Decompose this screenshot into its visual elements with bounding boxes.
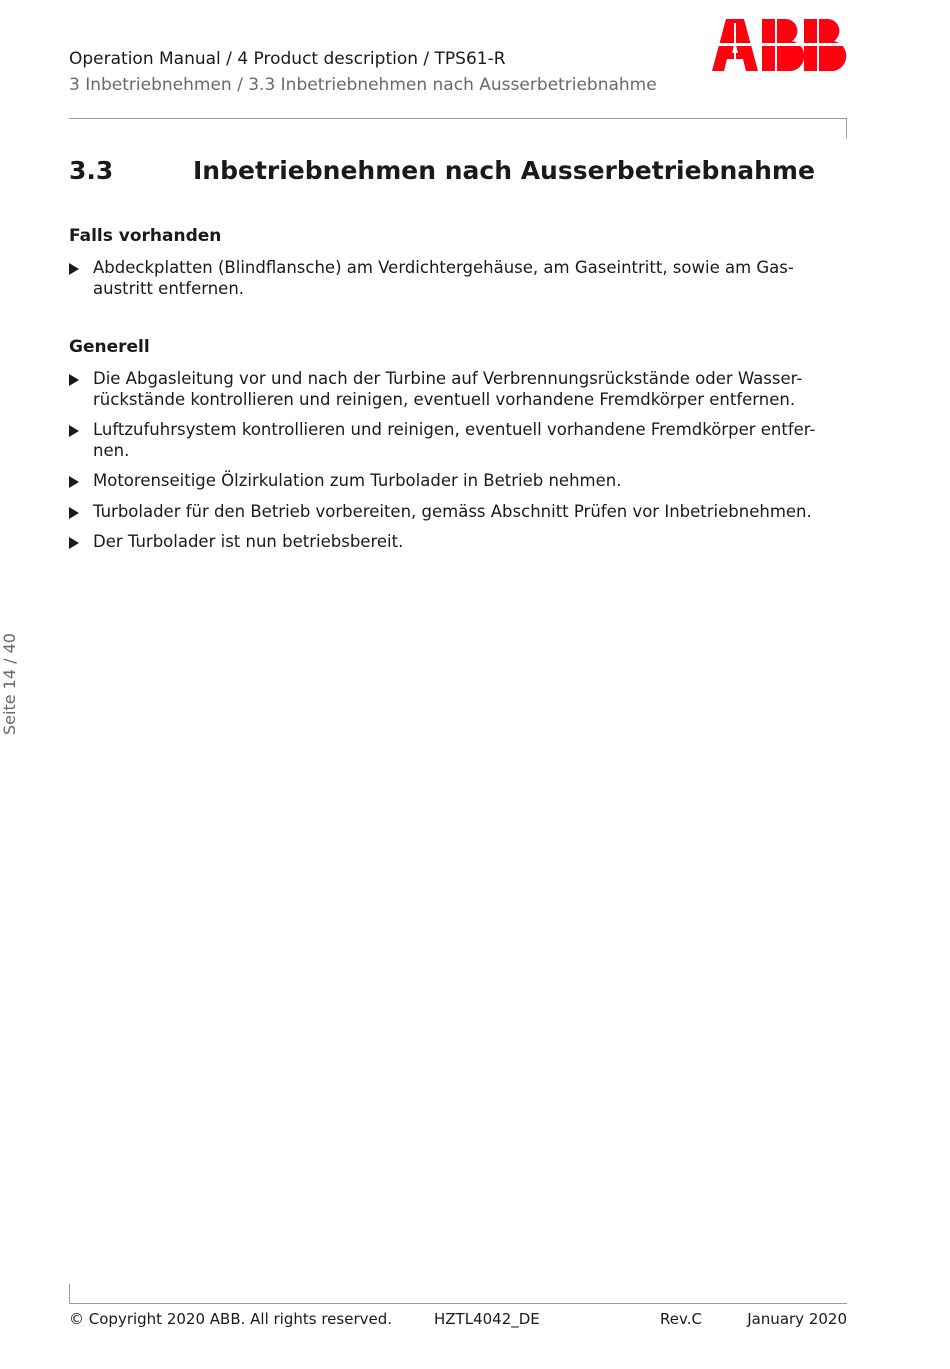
list-item-text: Der Turbolader ist nun betriebsbereit. <box>93 532 404 551</box>
list-item-text: Luftzufuhrsystem kontrollieren und reinigen, eventuell vorhandene Fremdkörper entfer-nen. <box>93 420 816 460</box>
list-item-text: Abdeckplatten (Blindflansche) am Verdichtergehäuse, am Gaseintritt, sowie am Gas-austritt entfernen. <box>93 258 794 298</box>
triangle-right-icon <box>69 263 79 275</box>
footer-revision: Rev.C <box>660 1310 702 1328</box>
abb-logo <box>712 19 848 71</box>
page-title: Inbetriebnehmen nach Ausserbetriebnahme <box>193 156 815 185</box>
footer-rule <box>69 1303 847 1304</box>
section-number: 3.3 <box>69 156 114 185</box>
triangle-right-icon <box>69 537 79 549</box>
list-item <box>69 420 829 461</box>
triangle-right-icon <box>69 476 79 488</box>
footer-date: January 2020 <box>747 1310 847 1328</box>
section-generell <box>69 337 829 563</box>
triangle-right-icon <box>69 507 79 519</box>
triangle-right-icon <box>69 374 79 386</box>
footer-doc-id: HZTL4042_DE <box>434 1310 540 1328</box>
bullet-list <box>69 258 829 299</box>
header-rule-tick <box>846 118 847 138</box>
list-item <box>69 471 829 492</box>
section-title: Falls vorhanden <box>69 226 222 246</box>
list-item <box>69 502 829 523</box>
triangle-right-icon <box>69 425 79 437</box>
bullet-list <box>69 369 829 553</box>
header-rule <box>69 118 847 119</box>
list-item-text: Motorenseitige Ölzirkulation zum Turbolader in Betrieb nehmen. <box>93 471 622 490</box>
list-item <box>69 532 829 553</box>
section-title: Generell <box>69 337 150 357</box>
list-item <box>69 258 829 299</box>
page-number-vertical: Seite 14 / 40 <box>0 633 19 735</box>
list-item <box>69 369 829 410</box>
header-breadcrumb: Operation Manual / 4 Product description / TPS61-R <box>69 49 506 69</box>
footer-rule-tick <box>69 1284 70 1304</box>
header-subcrumb: 3 Inbetriebnehmen / 3.3 Inbetriebnehmen nach Ausserbetriebnahme <box>69 75 657 95</box>
section-falls-vorhanden <box>69 226 829 309</box>
list-item-text: Turbolader für den Betrieb vorbereiten, gemäss Abschnitt Prüfen vor Inbetriebnehmen. <box>93 501 812 521</box>
list-item-text: Die Abgasleitung vor und nach der Turbine auf Verbrennungsrückstände oder Wasser-rückstände kontrollieren und reinigen, eventuell vorhandene Fremdkörper entfernen. <box>93 369 803 409</box>
footer-copyright: © Copyright 2020 ABB. All rights reserved. <box>69 1310 393 1328</box>
